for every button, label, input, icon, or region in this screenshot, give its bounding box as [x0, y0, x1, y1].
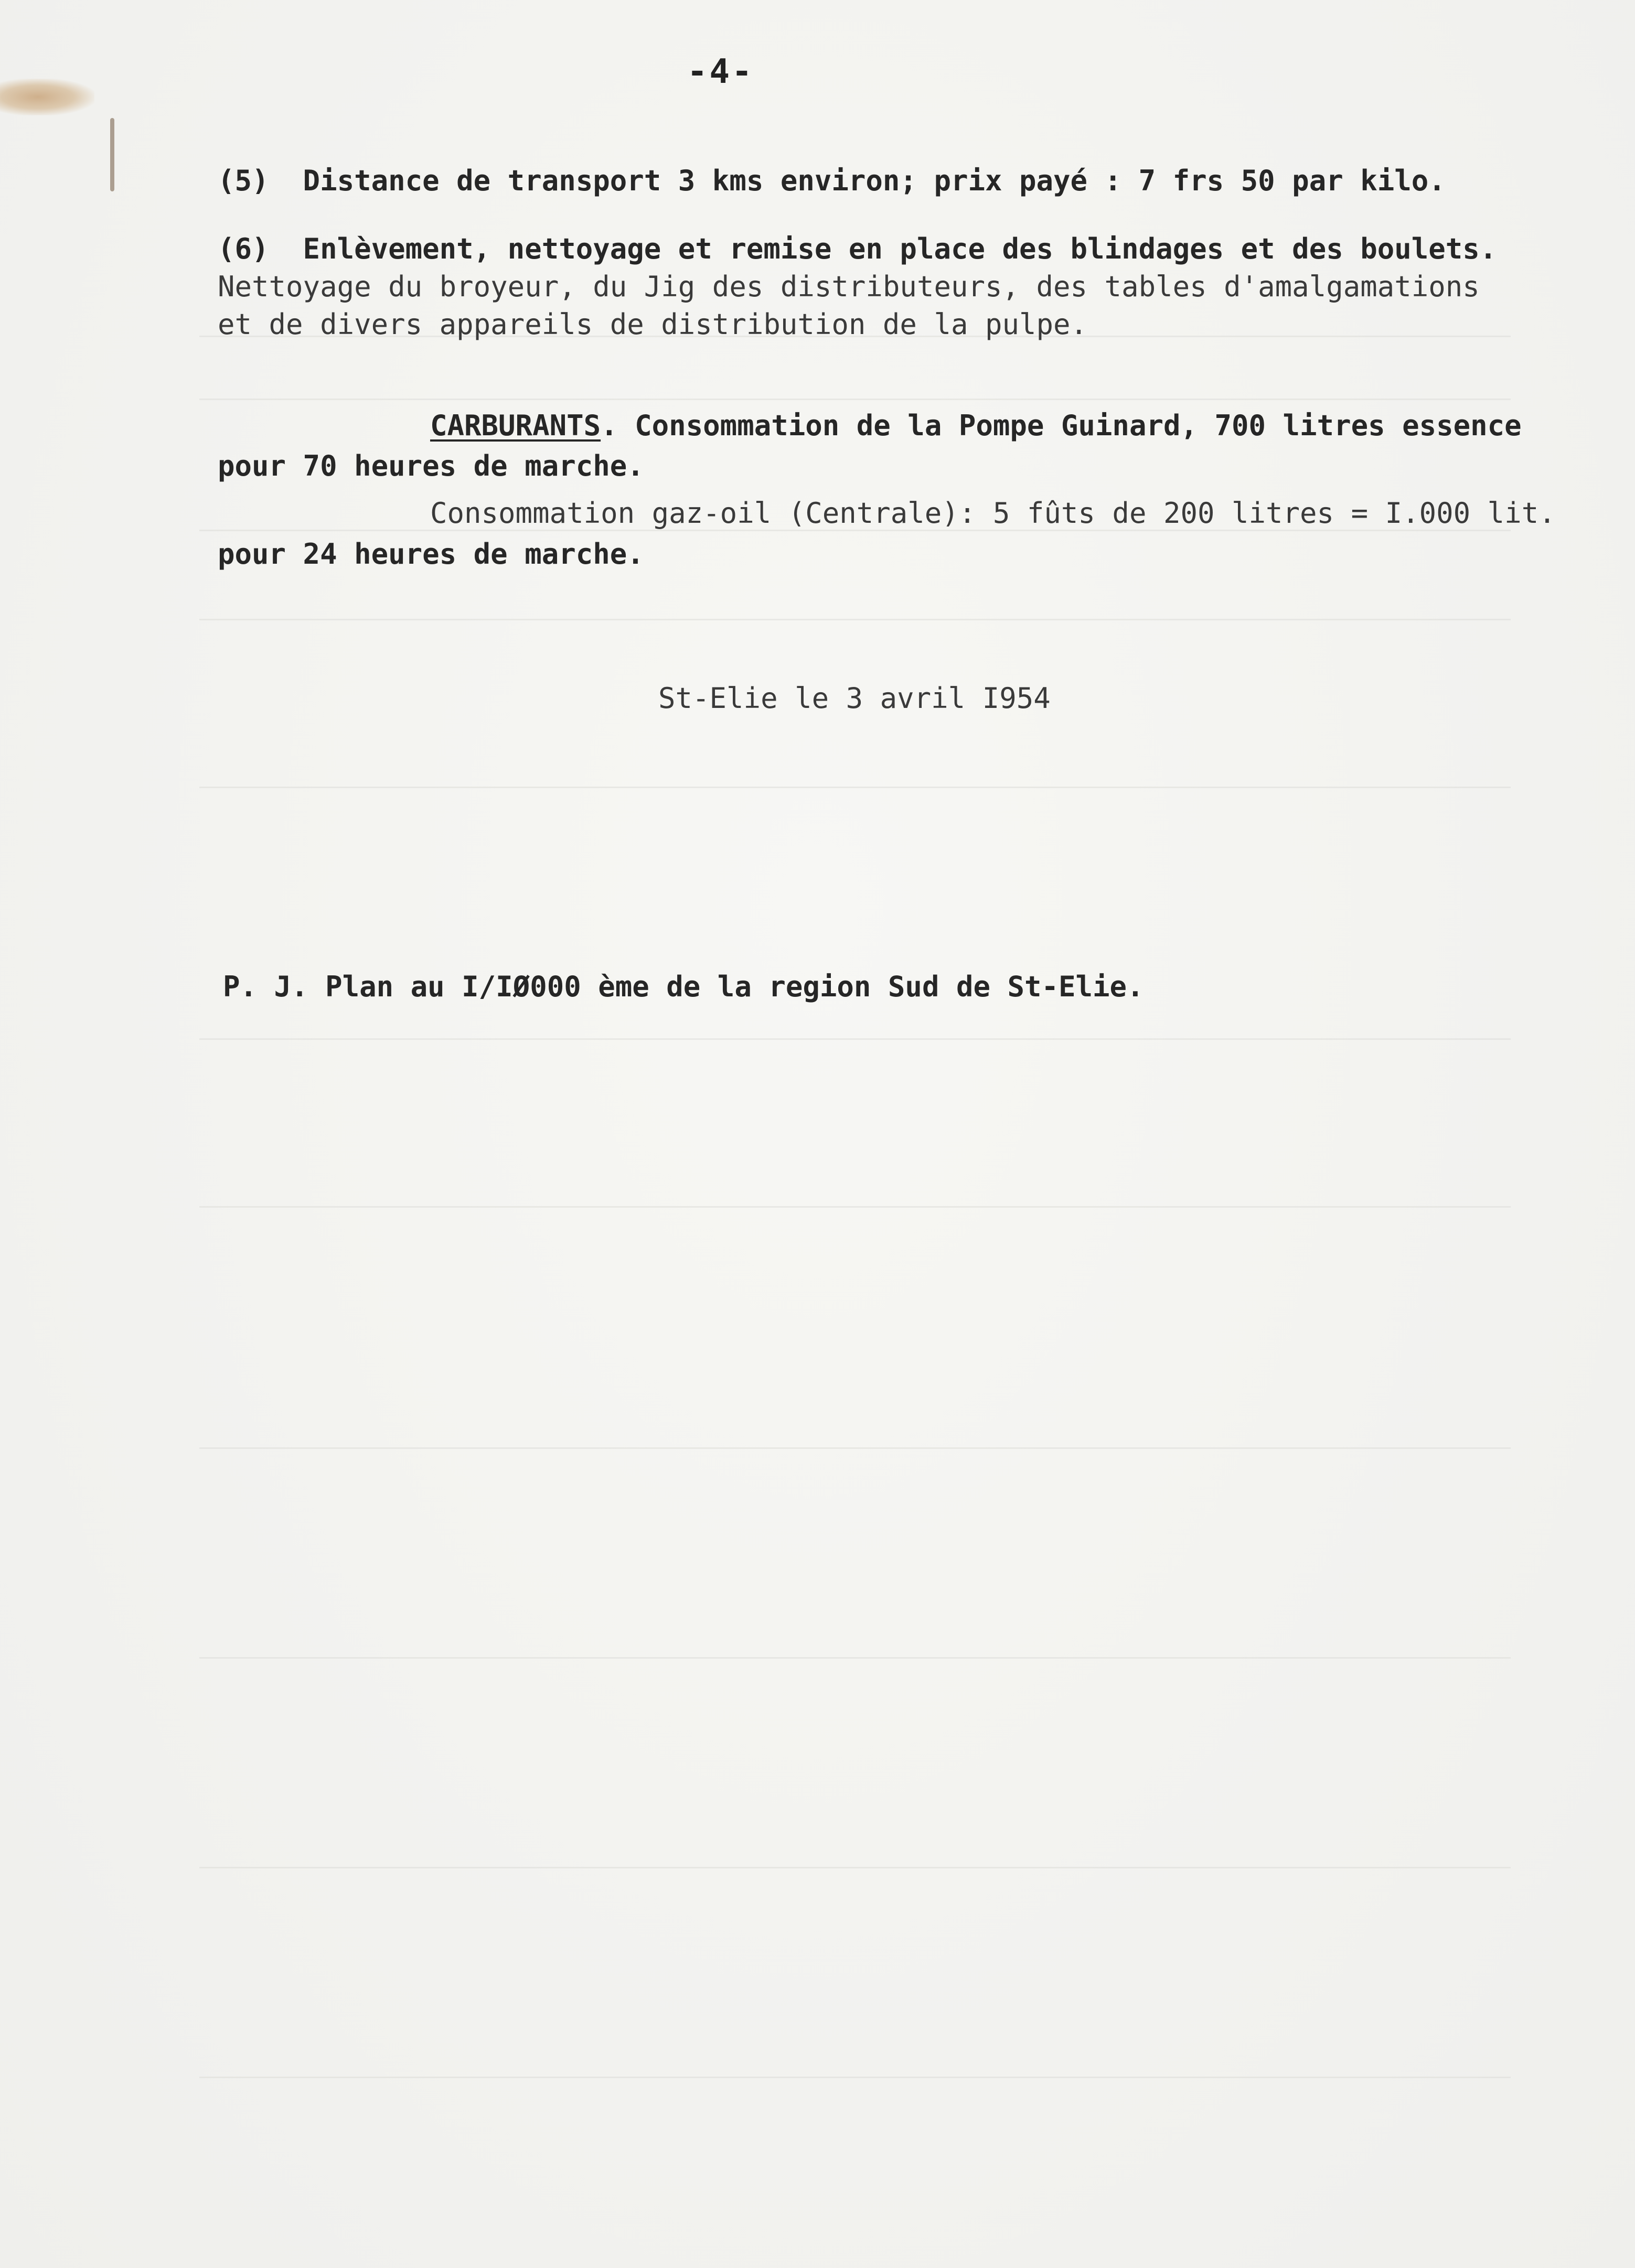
- bleed-through-line: [199, 1206, 1511, 1208]
- page-number: -4-: [687, 52, 754, 91]
- bleed-through-line: [199, 1038, 1511, 1040]
- note-6-line-2: Nettoyage du broyeur, du Jig des distributeurs, des tables d'amalgamations: [218, 270, 1480, 303]
- attachment-note: P. J. Plan au I/IØ000 ème de la region Sud de St-Elie.: [223, 970, 1144, 1003]
- bleed-through-line: [199, 399, 1511, 400]
- carburants-line-1: [430, 409, 1522, 442]
- note-5-line: (5) Distance de transport 3 kms environ; prix payé : 7 frs 50 par kilo.: [218, 164, 1446, 197]
- bleed-through-line: [199, 2077, 1511, 2078]
- note-6-line-3: et de divers appareils de distribution de la pulpe.: [218, 308, 1088, 341]
- carburants-line-4: pour 24 heures de marche.: [218, 538, 644, 571]
- bleed-through-line: [199, 619, 1511, 620]
- note-6-line-1: (6) Enlèvement, nettoyage et remise en place des blindages et des boulets.: [218, 232, 1497, 265]
- carburants-heading: CARBURANTS: [430, 409, 601, 442]
- carburants-line-2: pour 70 heures de marche.: [218, 449, 644, 482]
- bleed-through-line: [199, 787, 1511, 788]
- carburants-line-1-text: . Consommation de la Pompe Guinard, 700 litres essence: [601, 409, 1522, 442]
- bleed-through-line: [199, 530, 1511, 531]
- bleed-through-line: [199, 1867, 1511, 1868]
- carburants-line-3: Consommation gaz-oil (Centrale): 5 fûts de 200 litres = I.000 lit.: [430, 497, 1556, 530]
- place-and-date: St-Elie le 3 avril I954: [658, 682, 1051, 715]
- bleed-through-line: [199, 1657, 1511, 1659]
- bleed-through-line: [199, 1447, 1511, 1449]
- paper-stain: [0, 79, 94, 115]
- margin-mark: [110, 118, 114, 191]
